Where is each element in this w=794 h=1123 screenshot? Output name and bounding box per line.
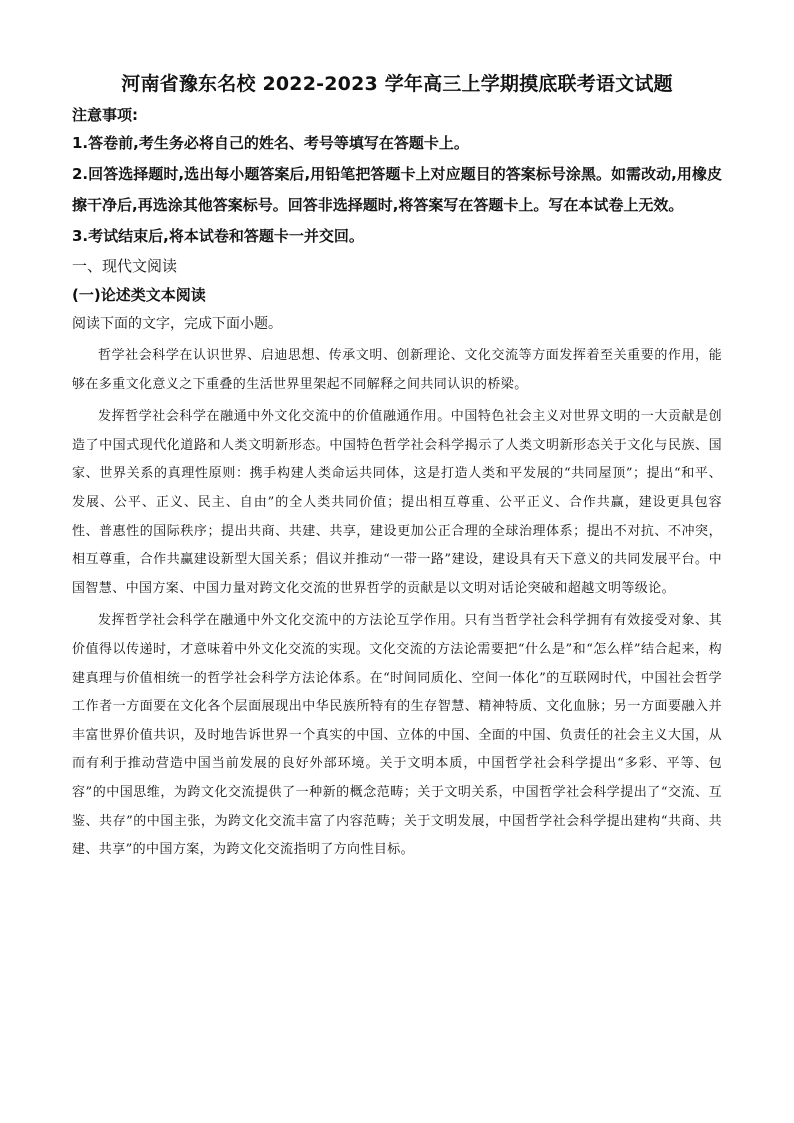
passage-paragraph-3: 发挥哲学社会科学在融通中外文化交流中的方法论互学作用。只有当哲学社会科学拥有有效接受对象、其价值得以传递时，才意味着中外文化交流的实现。文化交流的方法论需要把“什么是”和“怎么样”结合起来，构建真理与价值相统一的哲学社会科学方法论体系。在“时间同质化、空间一体化”的互联网时代，中国社会哲学工作者一方面要在文化各个层面展现出中华民族所特有的生存智慧、精神特质、文化血脉；另一方面要融入并丰富世界价值共识，及时地告诉世界一个真实的中国、立体的中国、全面的中国、负责任的社会主义大国，从而有利于推动营造中国当前发展的良好外部环境。关于文明本质，中国哲学社会科学提出“多彩、平等、包容”的中国思维，为跨文化交流提供了一种新的概念范畴；关于文明关系，中国哲学社会科学提出了“交流、互鉴、共存”的中国主张，为跨文化交流丰富了内容范畴；关于文明发展，中国哲学社会科学提出建构“共商、共建、共享”的中国方案，为跨文化交流指明了方向性目标。 <box>72 613 722 858</box>
passage-paragraph-2: 发挥哲学社会科学在融通中外文化交流中的价值融通作用。中国特色社会主义对世界文明的一大贡献是创造了中国式现代化道路和人类文明新形态。中国特色哲学社会科学揭示了人类文明新形态关于文化与民族、国家、世界关系的真理性原则：携手构建人类命运共同体，这是打造人类和平发展的“共同屋顶”；提出“和平、发展、公平、正义、民主、自由”的全人类共同价值；提出相互尊重、公平正义、合作共赢，建设更具包容性、普惠性的国际秩序；提出共商、共建、共享，建设更加公正合理的全球治理体系；提出不对抗、不冲突，相互尊重，合作共赢建设新型大国关系；倡议并推动“一带一路”建设，建设具有天下意义的共同发展平台。中国智慧、中国方案、中国力量对跨文化交流的世界哲学的贡献是以文明对话论突破和超越文明等级论。 <box>72 409 722 596</box>
notice-item-3: 3.考试结束后,将本试卷和答题卡一并交回。 <box>72 227 364 245</box>
notice-heading: 注意事项: <box>72 106 138 124</box>
notice-item-1: 1.答卷前,考生务必将自己的姓名、考号等填写在答题卡上。 <box>72 134 469 152</box>
exam-title: 河南省豫东名校 2022-2023 学年高三上学期摸底联考语文试题 <box>121 73 673 95</box>
subsection-heading: (一)论述类文本阅读 <box>72 286 206 304</box>
section-heading: 一、现代文阅读 <box>72 257 178 275</box>
notice-item-2: 2.回答选择题时,选出每小题答案后,用铅笔把答题卡上对应题目的答案标号涂黑。如需改动,用橡皮擦干净后,再选涂其他答案标号。回答非选择题时,将答案写在答题卡上。写在本试卷上无效。 <box>72 165 722 214</box>
passage-paragraph-1: 哲学社会科学在认识世界、启迪思想、传承文明、创新理论、文化交流等方面发挥着至关重要的作用，能够在多重文化意义之下重叠的生活世界里架起不同解释之间共同认识的桥梁。 <box>72 348 722 392</box>
exam-page <box>72 72 722 869</box>
reading-instruction: 阅读下面的文字，完成下面小题。 <box>72 316 282 332</box>
